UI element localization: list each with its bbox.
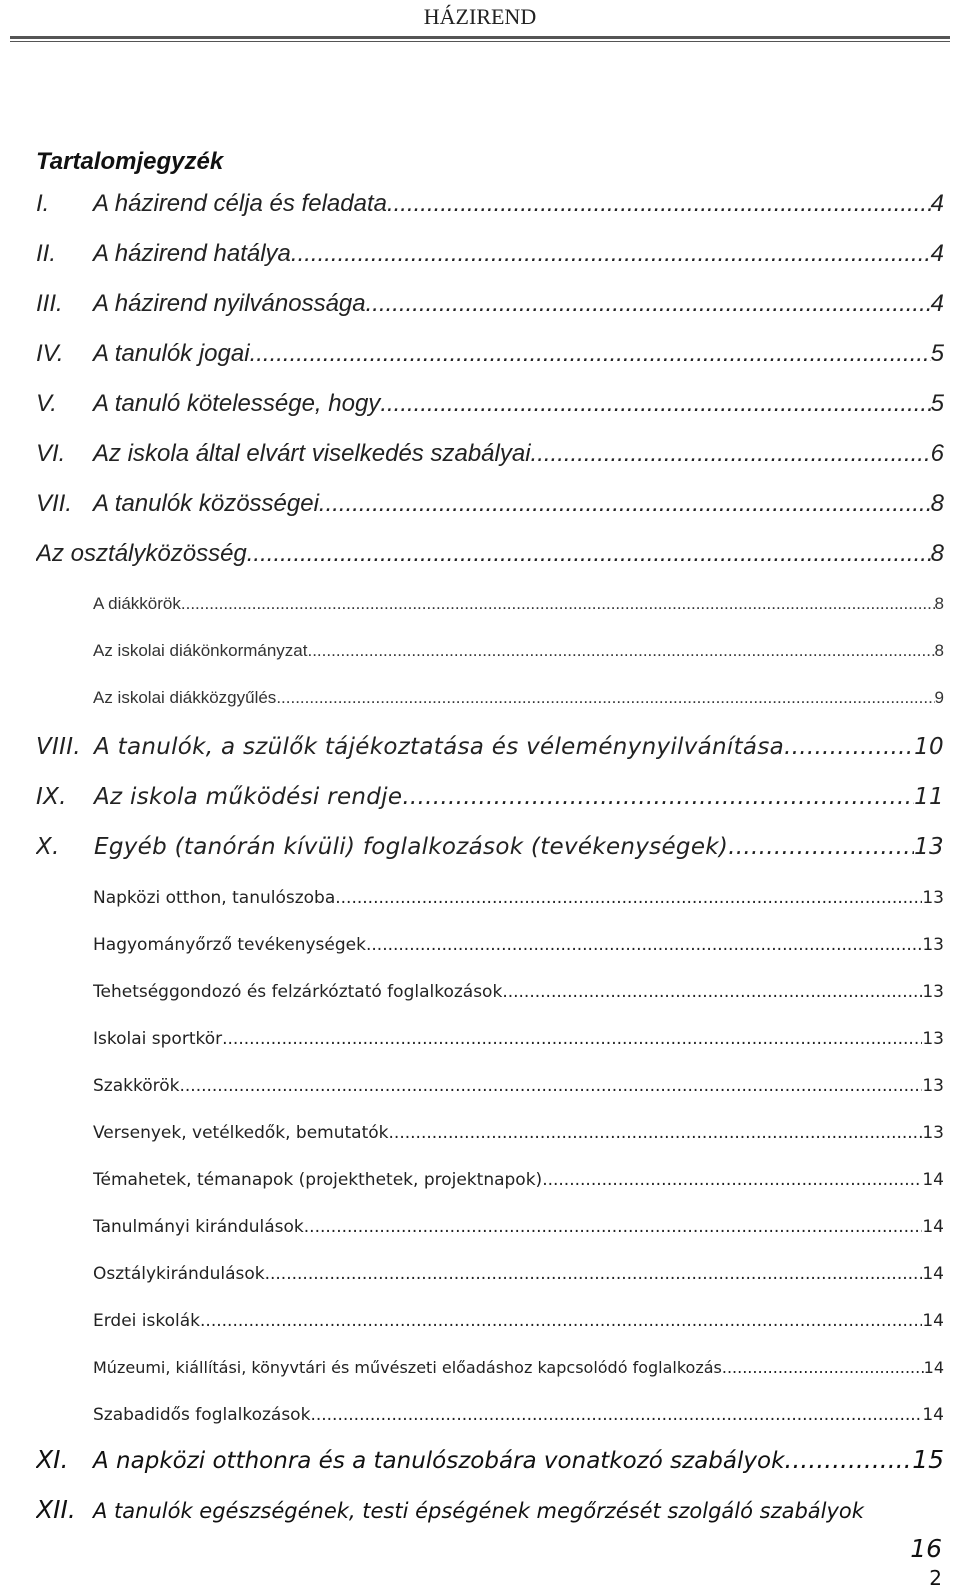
toc-leader [181, 594, 935, 614]
toc-leader [247, 540, 931, 568]
toc-subentry[interactable] [93, 1029, 944, 1049]
toc-entry-title: Múzeumi, kiállítási, könyvtári és művészeti előadáshoz kapcsolódó foglalkozás [93, 1358, 722, 1377]
toc-leader [722, 1358, 924, 1377]
toc-entry[interactable] [36, 540, 944, 568]
toc-entry[interactable] [36, 390, 944, 418]
toc-entry-title: Szakkörök [93, 1076, 180, 1096]
toc-entry-page: 13 [922, 982, 944, 1002]
toc-entry-number: VII. [36, 490, 73, 517]
toc-entry-page: 14 [922, 1217, 944, 1237]
toc-subentry[interactable] [93, 594, 944, 614]
toc-entry-page: 16 [910, 1534, 942, 1563]
toc-entry-page: 8 [930, 490, 944, 517]
toc-leader [276, 688, 934, 708]
toc-entry[interactable] [36, 1495, 946, 1524]
toc-subentry[interactable] [93, 1358, 944, 1377]
toc-entry-title: Egyéb (tanórán kívüli) foglalkozások (tevékenységek) [94, 834, 729, 860]
toc-entry-title: A tanuló kötelessége, hogy [93, 390, 381, 417]
toc-entry-number: X. [36, 834, 60, 860]
toc-entry-page: 13 [922, 935, 944, 955]
toc-entry-title: Az iskola által elvárt viselkedés szabályai [93, 440, 531, 467]
toc-subentry[interactable] [93, 1123, 944, 1143]
toc-entry-title: A házirend célja és feladata [93, 190, 387, 217]
toc-subentry[interactable] [93, 1170, 944, 1190]
toc-entry-title: Az iskolai diákközgyűlés [93, 688, 277, 707]
toc-entry-page: 14 [923, 1358, 944, 1377]
toc-entry-number: VIII. [36, 734, 81, 760]
toc-entry-page: 8 [934, 641, 944, 660]
toc-entry-page: 13 [914, 834, 944, 860]
toc-entry[interactable] [36, 784, 944, 810]
toc-leader [502, 982, 922, 1002]
toc-leader [366, 935, 922, 955]
toc-entry-page: 11 [914, 784, 944, 810]
toc-entry-page: 9 [934, 688, 944, 707]
toc-leader [200, 1311, 922, 1331]
toc-entry-page: 6 [930, 440, 944, 467]
toc-entry[interactable] [36, 190, 944, 218]
toc-leader [380, 390, 930, 418]
toc-subentry[interactable] [93, 935, 944, 955]
toc-leader [389, 1123, 923, 1143]
toc-entry[interactable] [36, 290, 944, 318]
toc-entry-page: 13 [922, 888, 944, 908]
header-rule [10, 36, 950, 42]
toc-entry-page: 5 [930, 390, 944, 417]
toc-entry-page: 8 [934, 594, 944, 613]
toc-entry-page: 14 [922, 1311, 944, 1331]
toc-entry-number: VI. [36, 440, 66, 467]
toc-entry-page: 8 [930, 540, 944, 567]
toc-leader [366, 290, 931, 318]
toc-subentry[interactable] [93, 982, 944, 1002]
toc-leader [387, 190, 931, 218]
toc-entry-title: Iskolai sportkör [93, 1029, 223, 1049]
toc-leader [531, 440, 931, 468]
toc-entry-title: Erdei iskolák [93, 1311, 201, 1331]
toc-entry[interactable] [36, 834, 944, 860]
toc-entry-page: 4 [930, 190, 944, 217]
toc-entry-title: Tanulmányi kirándulások [93, 1217, 304, 1237]
toc-entry[interactable] [36, 440, 944, 468]
toc-leader [222, 1029, 922, 1049]
toc-entry-page: 13 [922, 1029, 944, 1049]
toc-leader [250, 340, 931, 368]
toc-subentry[interactable] [93, 1076, 944, 1096]
toc-subentry[interactable] [93, 688, 944, 708]
toc-leader [291, 240, 931, 268]
toc-entry-page: 13 [922, 1123, 944, 1143]
page-number: 2 [929, 1566, 942, 1590]
toc-entry-title: Hagyományőrző tevékenységek [93, 935, 366, 955]
toc-entry-page: 10 [914, 734, 944, 760]
toc-leader [784, 734, 914, 760]
toc-leader [307, 641, 934, 661]
toc-entry-number: XII. [36, 1495, 76, 1524]
toc-entry-title: Az iskola működési rendje [94, 784, 403, 810]
toc-entry-page: 14 [922, 1264, 944, 1284]
toc-entry-title: A házirend hatálya [93, 240, 291, 267]
toc-leader [542, 1170, 922, 1190]
toc-entry-title: A tanulók egészségének, testi épségének megőrzését szolgáló szabályok [93, 1499, 864, 1523]
toc-entry-title: A napközi otthonra és a tanulószobára vonatkozó szabályok [93, 1448, 785, 1474]
toc-entry-number: XI. [36, 1445, 69, 1474]
toc-entry-title: Tehetséggondozó és felzárkóztató foglalkozások [93, 982, 503, 1002]
toc-entry-number: I. [36, 190, 50, 217]
toc-subentry[interactable] [93, 641, 944, 661]
toc-entry-number: III. [36, 290, 63, 317]
toc-entry-number: V. [36, 390, 57, 417]
toc-subentry[interactable] [93, 1264, 944, 1284]
toc-leader [402, 784, 914, 810]
toc-entry[interactable] [36, 240, 944, 268]
toc-entry[interactable] [36, 734, 944, 760]
toc-entry-title: Témahetek, témanapok (projekthetek, projektnapok) [93, 1170, 543, 1190]
toc-entry-title: Szabadidős foglalkozások [93, 1405, 311, 1425]
toc-entry-page: 15 [912, 1445, 944, 1474]
toc-entry-title: Osztálykirándulások [93, 1264, 265, 1284]
toc-leader [304, 1217, 923, 1237]
toc-subentry[interactable] [93, 1217, 944, 1237]
toc-entry-page: 4 [930, 290, 944, 317]
toc-entry[interactable] [36, 1445, 944, 1474]
toc-leader [319, 490, 931, 518]
toc-subentry[interactable] [93, 1405, 944, 1425]
toc-entry-title: Az iskolai diákönkormányzat [93, 641, 308, 660]
toc-leader [784, 1445, 912, 1474]
toc-leader [728, 834, 914, 860]
toc-subentry[interactable] [93, 1311, 944, 1331]
toc-leader [265, 1264, 923, 1284]
toc-entry-title: A tanulók, a szülők tájékoztatása és véleménynyilvánítása [94, 734, 784, 760]
toc-entry-title: Versenyek, vetélkedők, bemutatók [93, 1123, 389, 1143]
toc-leader [310, 1405, 922, 1425]
toc-entry-number: IX. [36, 784, 67, 810]
toc-leader [179, 1076, 922, 1096]
toc-entry-title: Napközi otthon, tanulószoba. [93, 888, 341, 908]
toc-entry-title: A házirend nyilvánossága [93, 290, 366, 317]
toc-entry-page: 13 [922, 1076, 944, 1096]
toc-entry-page: 4 [930, 240, 944, 267]
toc-entry-page: 14 [922, 1405, 944, 1425]
toc-entry[interactable] [36, 340, 944, 368]
toc-entry-number: IV. [36, 340, 64, 367]
toc-entry-title: A tanulók közösségei [93, 490, 319, 517]
toc-entry[interactable] [36, 490, 944, 518]
toc-entry-title: Az osztályközösség [36, 540, 247, 567]
toc-entry-number: II. [36, 240, 57, 267]
toc-entry-page: 14 [922, 1170, 944, 1190]
toc-leader [341, 888, 923, 908]
toc-entry-title: A tanulók jogai [93, 340, 250, 367]
toc-entry-title: A diákkörök [93, 594, 181, 613]
toc-entry-page: 5 [930, 340, 944, 367]
toc-subentry[interactable] [93, 888, 944, 908]
running-header: HÁZIREND [423, 4, 537, 29]
toc-heading: Tartalomjegyzék [36, 148, 224, 175]
